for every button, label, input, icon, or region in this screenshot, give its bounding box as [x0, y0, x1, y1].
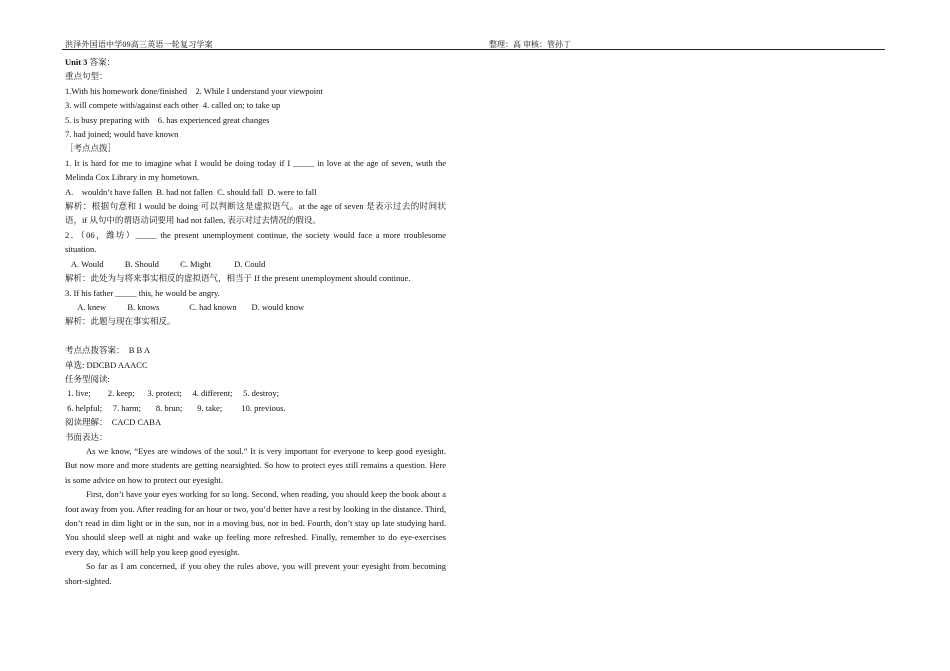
task-reading-label: 任务型阅读:: [65, 373, 110, 384]
key-sentence-line: 7. had joined; would have known: [65, 129, 179, 140]
spacer: [65, 329, 446, 343]
page-header-left: 洪泽外国语中学09高三英语一轮复习学案: [65, 40, 213, 49]
kaodian-answers: 考点点拨答案： B B A: [65, 345, 151, 356]
question-3-analysis: 解析：此题与现在事实相反。: [65, 316, 176, 327]
kaodian-label: ［考点点拨］: [65, 143, 117, 154]
key-sentence-line: 3. will compete with/against each other 4. called on; to take up: [65, 100, 281, 111]
header-divider: [62, 49, 885, 50]
question-2-analysis: 解析：此处为与将来事实相反的虚拟语气，相当于 If the present unemployment should continue.: [65, 273, 411, 284]
writing-label: 书面表达：: [65, 431, 108, 442]
question-1-analysis: 解析：根据句意和 I would be doing 可以判断这是虚拟语气。at the age of seven 是表示过去的时间状语，if 从句中的谓语动词要用 had not fallen, 表示对过去情况的假设。: [65, 201, 446, 226]
single-choice-answers: 单选: DDCBD AAACC: [65, 359, 148, 370]
unit-title: Unit 3: [65, 57, 88, 67]
unit-heading: [65, 55, 446, 69]
unit-answer-label: 答案：: [89, 57, 116, 67]
key-sentence-line: 5. is busy preparing with 6. has experienced great changes: [65, 114, 270, 125]
question-1-stem: 1. It is hard for me to imagine what I would be doing today if I _____ in love at the age of seven, wuth the Melinda Cox Library in my hometown.: [65, 157, 446, 183]
page-header-right: 整理：高 审核：管孙丁: [489, 40, 571, 49]
question-2-options: A. Would B. Should C. Might D. Could: [65, 258, 266, 269]
writing-paragraph: So far as I am concerned, if you obey the rules above, you will prevent your eyesight from becoming short-sighted.: [65, 561, 446, 586]
question-2-stem: 2．（06，潍坊）_____ the present unemployment continue, the society would face a more troublesome situation.: [65, 229, 446, 255]
task-reading-answers: 6. helpful; 7. harm; 8. brun; 9. take; 10. previous.: [65, 402, 286, 413]
answer-content: [65, 55, 446, 588]
question-1-options: A. wouldn’t have fallen B. had not fallen C. should fall D. were to fall: [65, 186, 317, 197]
key-sentence-line: 1.With his homework done/finished 2. While I understand your viewpoint: [65, 85, 323, 96]
reading-comprehension-answers: 阅读理解： CACD CABA: [65, 417, 162, 428]
writing-paragraph: First, don’t have your eyes working for so long. Second, when reading, you should keep the book about a foot away from you. After reading for an hour or two, you’d better have a rest by looking in the distance. Third, don’t read in dim light or in the sun, nor in a moving bus, nor in bed. Fourth, don’t stay up late studying hard. You should sleep well at night and wake up feeling more refreshed. Finally, remember to do eye-exercises every day, which will help you keep good eyesight.: [65, 489, 446, 557]
task-reading-answers: 1. live; 2. keep; 3. protect; 4. different; 5. destroy;: [65, 388, 279, 399]
question-3-stem: 3. If his father _____ this, he would be angry.: [65, 287, 220, 298]
writing-paragraph: As we know, “Eyes are windows of the soul.” It is very important for everyone to keep good eyesight. But now more and more students are getting nearsighted. So how to protect eyes still remains a question. Here is some advice on how to protect our eyesight.: [65, 445, 446, 485]
key-sentences-label: 重点句型：: [65, 71, 108, 82]
question-3-options: A. knew B. knows C. had known D. would know: [65, 301, 305, 312]
